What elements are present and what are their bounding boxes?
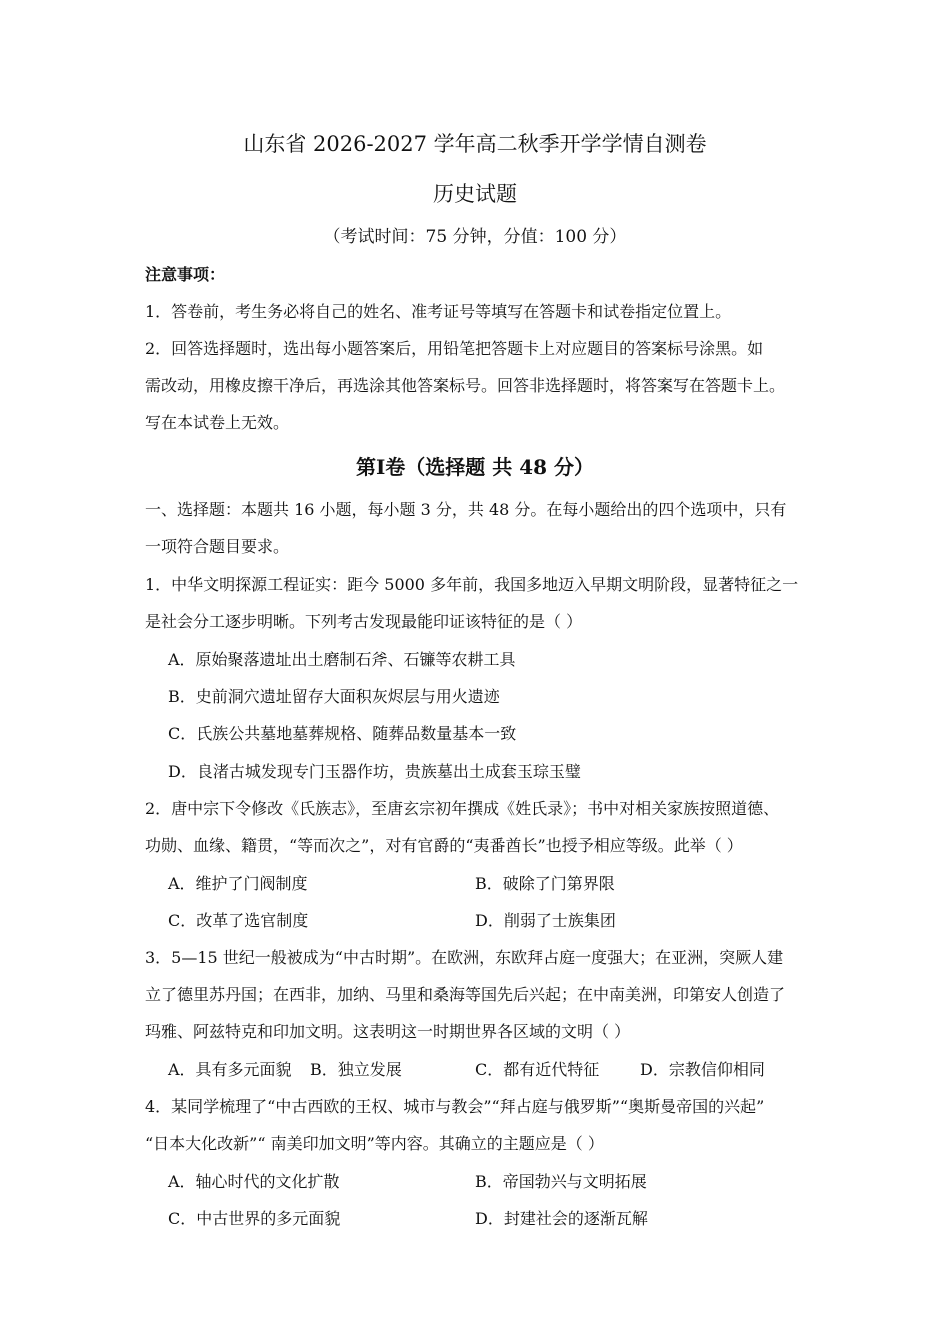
- question-4-stem-line-1: 4．某同学梳理了“中古西欧的王权、城市与教会”“拜占庭与俄罗斯”“奥斯曼帝国的兴起”: [145, 1097, 765, 1116]
- question-4-stem-line-2: “日本大化改新”“ 南美印加文明”等内容。其确立的主题应是（ ）: [145, 1134, 604, 1153]
- question-1-option-c: C．氏族公共墓地墓葬规格、随葬品数量基本一致: [168, 724, 517, 743]
- subject-title: 历史试题: [433, 182, 517, 206]
- exam-title: 山东省 2026-2027 学年高二秋季开学学情自测卷: [243, 132, 707, 156]
- question-1-option-d: D．良渚古城发现专门玉器作坊，贵族墓出土成套玉琮玉璧: [168, 762, 581, 781]
- question-1-option-a: A．原始聚落遗址出土磨制石斧、石镰等农耕工具: [168, 650, 516, 669]
- question-2-option-c: C．改革了选官制度: [168, 911, 309, 930]
- question-1-stem-line-2: 是社会分工逐步明晰。下列考古发现最能印证该特征的是（ ）: [145, 612, 583, 631]
- question-2-option-d: D．削弱了士族集团: [475, 911, 616, 930]
- question-4-option-a: A．轴心时代的文化扩散: [168, 1172, 340, 1191]
- question-4-option-b: B．帝国勃兴与文明拓展: [475, 1172, 647, 1191]
- notice-item-2-line-3: 写在本试卷上无效。: [145, 413, 290, 432]
- question-1-option-b: B．史前洞穴遗址留存大面积灰烬层与用火遗迹: [168, 687, 500, 706]
- section-instruction-line-2: 一项符合题目要求。: [145, 537, 290, 556]
- question-3-stem-line-1: 3．5—15 世纪一般被成为“中古时期”。在欧洲，东欧拜占庭一度强大；在亚洲，突厥人建: [145, 948, 784, 967]
- question-3-option-c: C．都有近代特征: [475, 1060, 600, 1079]
- question-3-stem-line-2: 立了德里苏丹国；在西非，加纳、马里和桑海等国先后兴起；在中南美洲，印第安人创造了: [145, 985, 786, 1004]
- section-instruction-line-1: 一、选择题：本题共 16 小题，每小题 3 分，共 48 分。在每小题给出的四个选项中，只有: [145, 500, 787, 519]
- exam-info: （考试时间：75 分钟，分值：100 分）: [323, 227, 627, 247]
- question-2-stem-line-1: 2．唐中宗下令修改《氏族志》，至唐玄宗初年撰成《姓氏录》；书中对相关家族按照道德、: [145, 799, 780, 818]
- question-4-option-c: C．中古世界的多元面貌: [168, 1209, 341, 1228]
- notice-heading: 注意事项：: [145, 265, 226, 284]
- notice-item-2-line-2: 需改动，用橡皮擦干净后，再选涂其他答案标号。回答非选择题时，将答案写在答题卡上。: [145, 376, 786, 395]
- question-3-option-a: A．具有多元面貌: [168, 1060, 292, 1079]
- question-2-option-b: B．破除了门第界限: [475, 874, 615, 893]
- question-3-option-b: B．独立发展: [310, 1060, 402, 1079]
- section-title: 第Ⅰ卷（选择题 共 48 分）: [355, 455, 595, 479]
- notice-item-1: 1．答卷前，考生务必将自己的姓名、准考证号等填写在答题卡和试卷指定位置上。: [145, 302, 732, 321]
- question-3-stem-line-3: 玛雅、阿兹特克和印加文明。这表明这一时期世界各区域的文明（ ）: [145, 1022, 631, 1041]
- question-1-stem-line-1: 1．中华文明探源工程证实：距今 5000 多年前，我国多地迈入早期文明阶段，显著特征之一: [145, 575, 799, 594]
- question-2-stem-line-2: 功勋、血缘、籍贯，“等而次之”，对有官爵的“夷番酋长”也授予相应等级。此举（ ）: [145, 836, 743, 855]
- question-3-option-d: D．宗教信仰相同: [640, 1060, 765, 1079]
- question-2-option-a: A．维护了门阀制度: [168, 874, 308, 893]
- question-4-option-d: D．封建社会的逐渐瓦解: [475, 1209, 648, 1228]
- notice-item-2-line-1: 2．回答选择题时，选出每小题答案后，用铅笔把答题卡上对应题目的答案标号涂黑。如: [145, 339, 764, 358]
